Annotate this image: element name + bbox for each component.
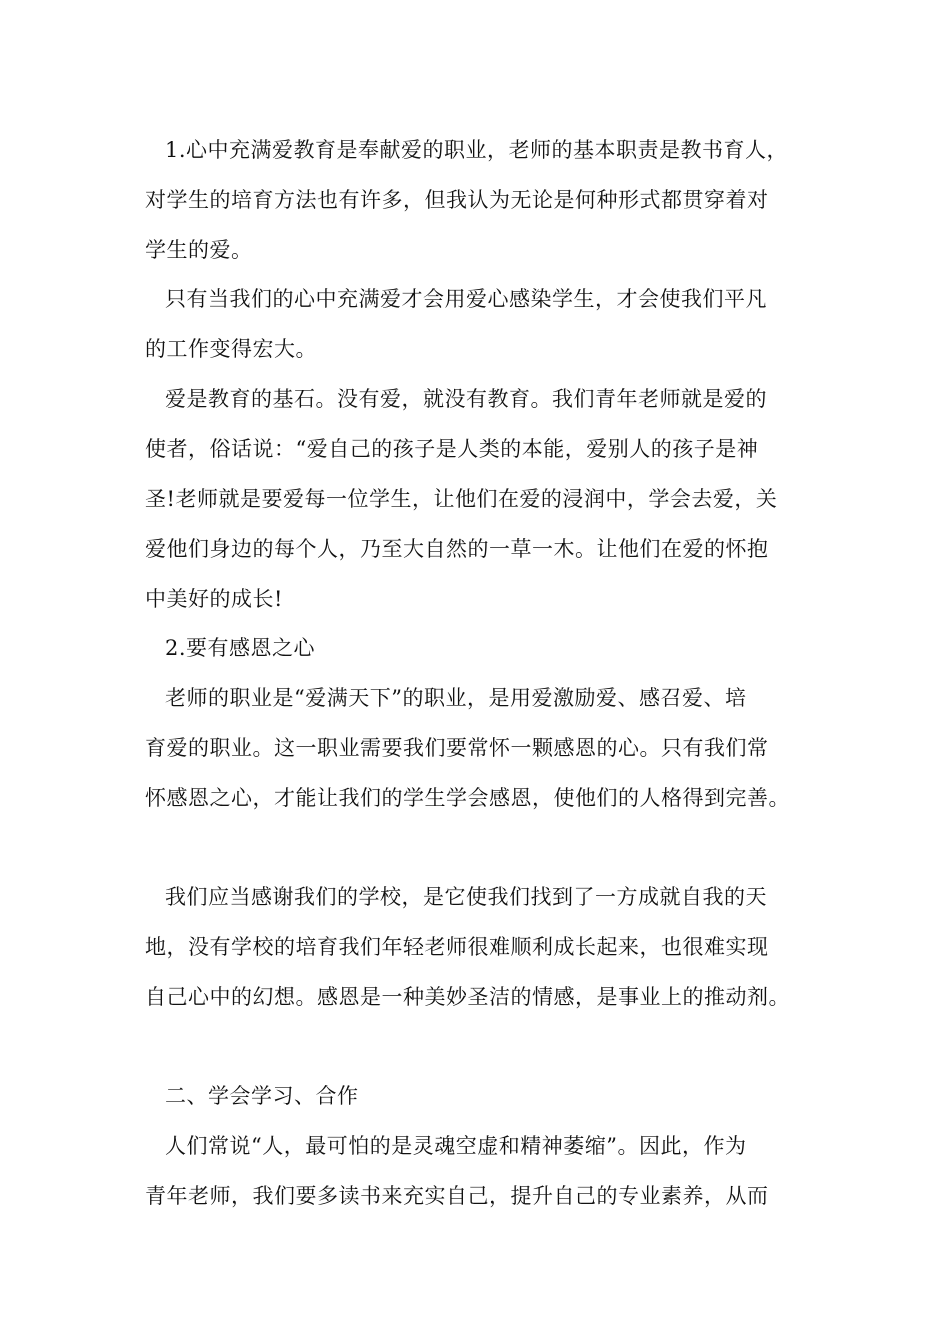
paragraph-line: 的工作变得宏大。: [145, 337, 317, 361]
paragraph-line: 对学生的培育方法也有许多，但我认为无论是何种形式都贯穿着对: [145, 188, 769, 212]
paragraph-line: 爱是教育的基石。没有爱，就没有教育。我们青年老师就是爱的: [165, 387, 767, 411]
paragraph-line: 使者，俗话说：“爱自己的孩子是人类的本能，爱别人的孩子是神: [145, 437, 759, 461]
paragraph-line: 学生的爱。: [145, 238, 253, 262]
paragraph-line: 1.心中充满爱教育是奉献爱的职业，老师的基本职责是教书育人，: [165, 138, 789, 162]
section-heading: 2.要有感恩之心: [165, 636, 316, 660]
paragraph-line: 怀感恩之心，才能让我们的学生学会感恩，使他们的人格得到完善。: [145, 786, 790, 810]
paragraph-line: 圣!老师就是要爱每一位学生，让他们在爱的浸润中，学会去爱，关: [145, 487, 778, 511]
paragraph-line: 青年老师，我们要多读书来充实自己，提升自己的专业素养，从而: [145, 1184, 769, 1208]
section-heading: 二、学会学习、合作: [165, 1084, 359, 1108]
paragraph-line: 地，没有学校的培育我们年轻老师很难顺利成长起来，也很难实现: [145, 935, 769, 959]
paragraph-line: 自己心中的幻想。感恩是一种美妙圣洁的情感，是事业上的推动剂。: [145, 985, 790, 1009]
paragraph-line: 人们常说“人，最可怕的是灵魂空虚和精神萎缩”。因此，作为: [165, 1134, 747, 1158]
paragraph-line: 爱他们身边的每个人，乃至大自然的一草一木。让他们在爱的怀抱: [145, 537, 769, 561]
paragraph-line: 老师的职业是“爱满天下”的职业，是用爱激励爱、感召爱、培: [165, 686, 747, 710]
paragraph-line: 只有当我们的心中充满爱才会用爱心感染学生，才会使我们平凡: [165, 287, 767, 311]
paragraph-line: 中美好的成长!: [145, 587, 283, 611]
paragraph-line: 我们应当感谢我们的学校，是它使我们找到了一方成就自我的天: [165, 885, 767, 909]
paragraph-line: 育爱的职业。这一职业需要我们要常怀一颗感恩的心。只有我们常: [145, 736, 769, 760]
